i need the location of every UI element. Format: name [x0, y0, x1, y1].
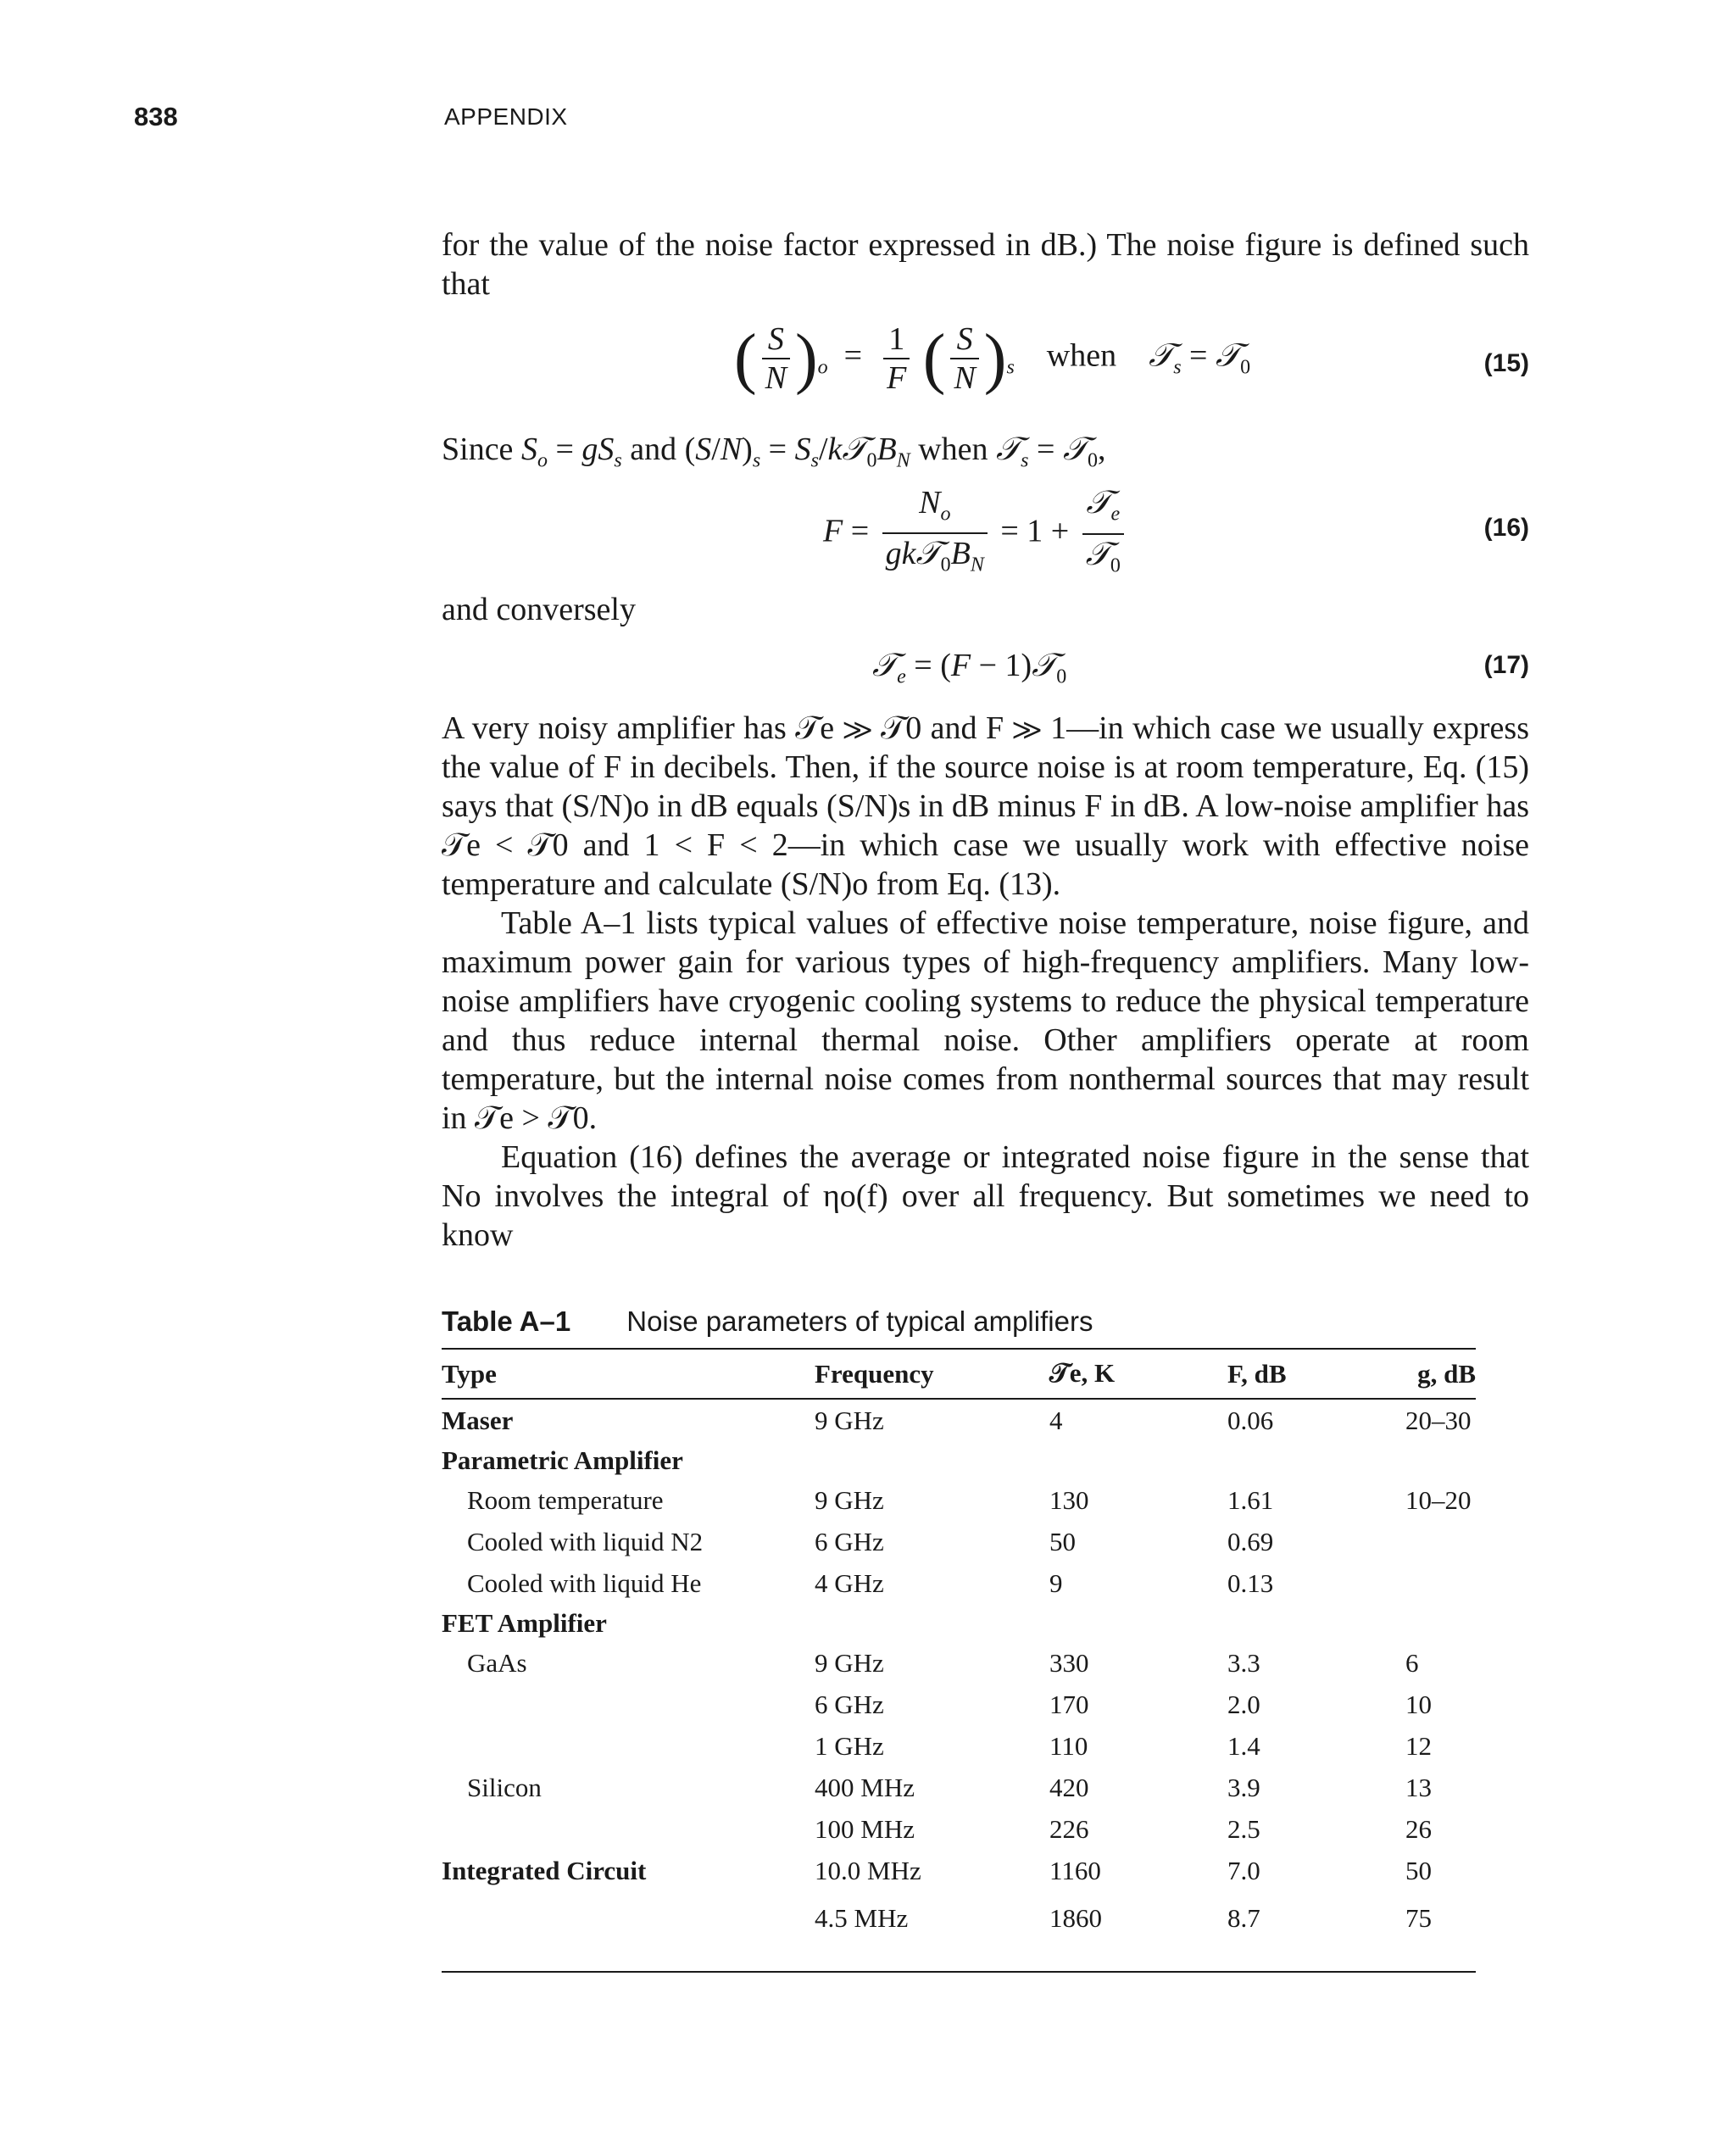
table-row [442, 1808, 1476, 1850]
table-row [442, 1521, 1476, 1562]
table-cell: 6 [1405, 1647, 1419, 1678]
equation-17-body: 𝒯$_e$ = (F − 1)𝒯$_0$ [872, 646, 1067, 688]
table-cell [1405, 1521, 1476, 1562]
paragraph-intro [442, 225, 1529, 303]
page-number: 838 [134, 102, 178, 131]
table-row [442, 1725, 1476, 1767]
table-cell: 50 [1405, 1855, 1432, 1885]
table-row [442, 1399, 1476, 1441]
table-cell: 110 [1049, 1730, 1088, 1761]
table-cell: Maser [442, 1405, 514, 1435]
equation-15-body: ( $\frac{S}{N}$ )$_o$ = $\frac{1}{F}$ ( $\frac{S}{N}$ )$_s$ when 𝒯$_s$ = 𝒯$_0$ [734, 321, 1251, 396]
equation-number: (17) [1483, 651, 1529, 679]
paragraph-noisy-amplifier: A very noisy amplifier has 𝒯e ≫ 𝒯0 and F ≫ 1—in which case we usually express the value of F in decibels. Then, if the source noise is at room temperature, Eq. (15) says that (S/N)o in dB equals (S/N)s in dB minus F in dB. A low-noise amplifier has 𝒯e < 𝒯0 and 1 < F < 2—in which case we usually work with effective noise temperature and calculate (S/N)o from Eq. (13). [442, 710, 1529, 902]
table-cell: 10.0 MHz [815, 1855, 921, 1885]
column-header-type: Type [442, 1349, 815, 1399]
table-cell: 3.9 [1227, 1772, 1260, 1802]
table-cell [1405, 1604, 1476, 1642]
table-cell: 420 [1049, 1772, 1089, 1802]
table-cell [442, 1725, 815, 1767]
column-header-noise-figure: F, dB [1227, 1349, 1405, 1399]
table-label: Table A–1 [442, 1306, 571, 1337]
table-cell [1227, 1441, 1405, 1479]
table-row [442, 1604, 1476, 1642]
table-title: Noise parameters of typical amplifiers [626, 1306, 1093, 1337]
table-cell: 3.3 [1227, 1647, 1260, 1678]
table-row [442, 1479, 1476, 1521]
table-caption [442, 1306, 1093, 1338]
table-cell: 1.61 [1227, 1484, 1274, 1515]
table-cell: GaAs [467, 1647, 527, 1678]
table-cell: 4 GHz [815, 1567, 884, 1598]
table-row [442, 1850, 1476, 1891]
table-cell: 330 [1049, 1647, 1089, 1678]
equation-number: (16) [1483, 514, 1529, 542]
table-cell: 0.69 [1227, 1526, 1274, 1556]
table-cell: 0.13 [1227, 1567, 1274, 1598]
table-cell [815, 1604, 1049, 1642]
table-cell: 50 [1049, 1526, 1076, 1556]
table-cell: 400 MHz [815, 1772, 915, 1802]
table-cell [1049, 1441, 1227, 1479]
running-head: APPENDIX [444, 103, 568, 130]
table-cell: Integrated Circuit [442, 1855, 647, 1885]
table-cell: 9 GHz [815, 1647, 884, 1678]
table-row [442, 1441, 1476, 1479]
table-cell [442, 1891, 815, 1972]
body-paragraphs [442, 709, 1529, 1255]
table-cell: 1 GHz [815, 1730, 884, 1761]
table-row [442, 1642, 1476, 1684]
table-cell: 9 GHz [815, 1405, 884, 1435]
column-header-frequency: Frequency [815, 1349, 1049, 1399]
table-cell: 1.4 [1227, 1730, 1260, 1761]
table-cell: 0.06 [1227, 1405, 1274, 1435]
table-cell [442, 1684, 815, 1725]
table-cell: 9 GHz [815, 1484, 884, 1515]
table-cell: Room temperature [467, 1484, 664, 1515]
table-cell: 1860 [1049, 1891, 1227, 1972]
table-cell [1405, 1562, 1476, 1604]
table-cell: Parametric Amplifier [442, 1445, 683, 1475]
table-cell: 130 [1049, 1484, 1089, 1515]
table-cell: 100 MHz [815, 1813, 915, 1844]
table-cell: 20–30 [1405, 1405, 1472, 1435]
equation-15 [442, 320, 1529, 414]
table-cell: 10 [1405, 1689, 1432, 1719]
column-header-gain: g, dB [1405, 1349, 1476, 1399]
table-cell: 7.0 [1227, 1855, 1260, 1885]
table-cell: 12 [1405, 1730, 1432, 1761]
table-row [442, 1767, 1476, 1808]
table-cell: 2.0 [1227, 1689, 1260, 1719]
table-cell: 4.5 MHz [815, 1891, 1049, 1972]
table-cell: 26 [1405, 1813, 1432, 1844]
paragraph-table-description: Table A–1 lists typical values of effective noise temperature, noise figure, and maximum power gain for various types of high-frequency amplifiers. Many low-noise amplifiers have cryogenic cooling systems to reduce the physical temperature and thus reduce internal thermal noise. Other amplifiers operate at room temperature, but the internal noise comes from nonthermal sources that may result in 𝒯e > 𝒯0. [442, 905, 1529, 1136]
noise-parameters-table [442, 1348, 1476, 1973]
table-cell: 8.7 [1227, 1891, 1405, 1972]
table-cell: Cooled with liquid He [467, 1567, 702, 1598]
paragraph-text: and conversely [442, 592, 636, 627]
table-cell [1049, 1604, 1227, 1642]
table-cell: 226 [1049, 1813, 1089, 1844]
table-cell: 10–20 [1405, 1484, 1472, 1515]
table-header-row [442, 1349, 1476, 1399]
table-cell: 2.5 [1227, 1813, 1260, 1844]
table-cell [442, 1808, 815, 1850]
table-row [442, 1684, 1476, 1725]
paragraph-conversely [442, 590, 1529, 629]
paragraph-since [442, 429, 1529, 481]
table-cell: 9 [1049, 1567, 1063, 1598]
table-cell [1227, 1604, 1405, 1642]
paragraph-text: Since $S_o = gS_s$ and $(S/N)_s$ = $S_s/k𝒯_0B_N$ when 𝒯$_s$ = 𝒯$_0$, [442, 430, 1106, 472]
column-header-noise-temperature: 𝒯e, K [1049, 1349, 1227, 1399]
paragraph-equation-16: Equation (16) defines the average or integrated noise figure in the sense that No involves the integral of ηo(f) over all frequency. But sometimes we need to know [442, 1139, 1529, 1253]
table-cell: 75 [1405, 1891, 1476, 1972]
table-cell: 6 GHz [815, 1526, 884, 1556]
table-cell: Silicon [467, 1772, 542, 1802]
table-cell: 1160 [1049, 1855, 1101, 1885]
table-cell: 4 [1049, 1405, 1063, 1435]
table-cell [1405, 1441, 1476, 1479]
equation-16 [442, 483, 1529, 576]
table-row [442, 1562, 1476, 1604]
table-cell [815, 1441, 1049, 1479]
table-cell: 6 GHz [815, 1689, 884, 1719]
equation-16-body: F = $\frac{N_o}{gk𝒯_0B_N}$ = 1 + $\frac{𝒯_e}{𝒯_0}$ [823, 483, 1129, 584]
equation-15-when: when [1046, 337, 1117, 374]
table-cell: Cooled with liquid N2 [467, 1526, 704, 1556]
table-cell: 13 [1405, 1772, 1432, 1802]
equation-number: (15) [1483, 349, 1529, 377]
paragraph-text: for the value of the noise factor expressed in dB.) The noise figure is defined such that [442, 227, 1529, 302]
table-cell: 170 [1049, 1689, 1089, 1719]
table-cell: FET Amplifier [442, 1607, 607, 1638]
table-row [442, 1891, 1476, 1972]
equation-17 [442, 646, 1529, 697]
